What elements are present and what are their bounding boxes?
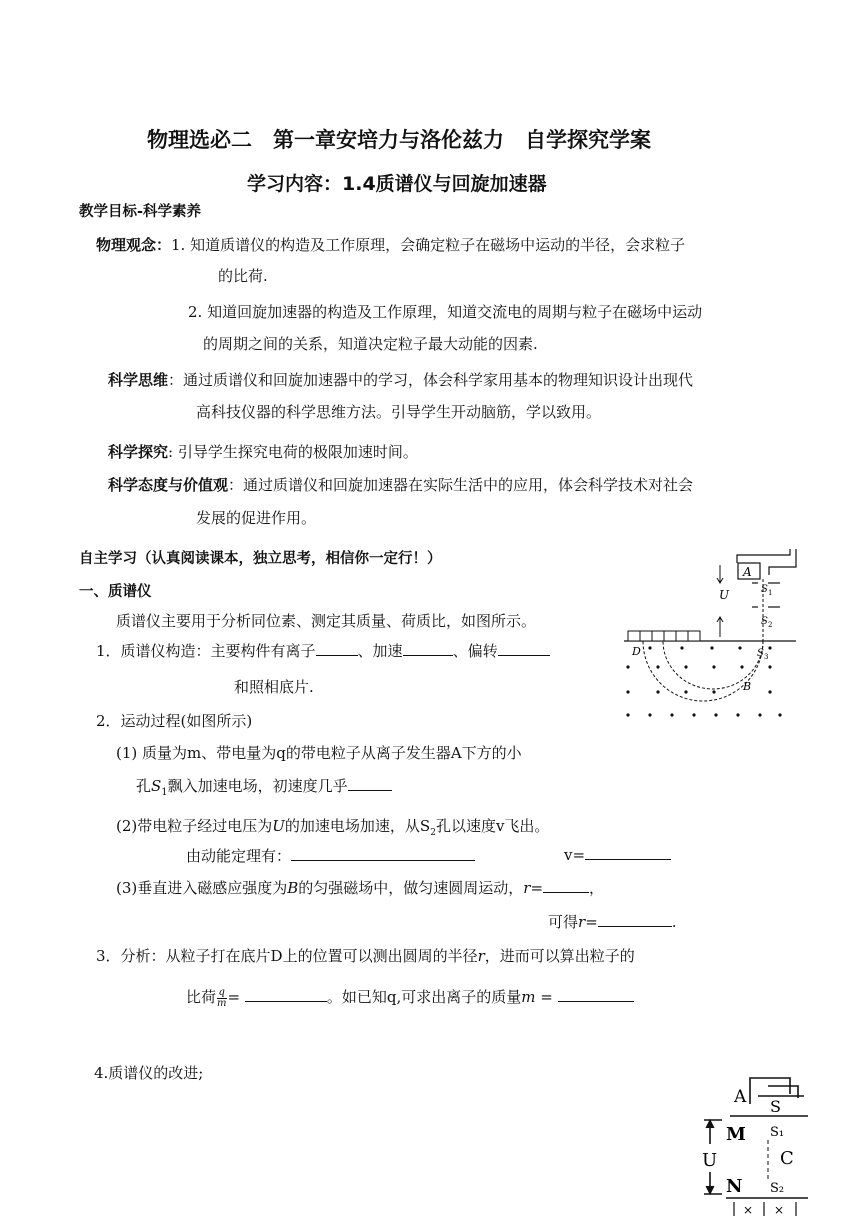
question-2-3: (3)垂直进入磁感应强度为B的匀强磁场中，做匀速圆周运动，r= ， (116, 879, 605, 897)
answer-blank[interactable] (598, 912, 672, 927)
attitude-label: 科学态度与价值观 (108, 476, 229, 494)
question-1: 1．质谱仪构造：主要构件有离子 、加速 、偏转 (96, 640, 550, 661)
svg-text:3: 3 (764, 653, 769, 661)
question-4: 4.质谱仪的改进; (94, 1064, 204, 1082)
label-u: U (702, 1150, 718, 1171)
page-title: 物理选必二 第一章安培力与洛伦兹力 自学探究学案 (147, 128, 651, 152)
answer-blank[interactable] (558, 987, 634, 1002)
answer-blank[interactable] (543, 878, 589, 893)
field-x-mark: × (774, 1203, 785, 1216)
physics-concept-item2: 2. 知道回旋加速器的构造及工作原理，知道交流电的周期与粒子在磁场中运动 (188, 303, 703, 321)
scientific-thinking-label: 科学思维 (108, 371, 169, 389)
section1-intro: 质谱仪主要用于分析同位素、测定其质量、荷质比，如图所示。 (116, 612, 537, 630)
label-s1: S₁ (770, 1125, 785, 1140)
answer-blank[interactable] (403, 641, 453, 656)
physics-concept-item1: 1. 知道质谱仪的构造及工作原理，会确定粒子在磁场中运动的半径，会求粒子 (171, 236, 686, 254)
label-b: B (743, 680, 752, 693)
label-s1: S (761, 584, 768, 595)
svg-text:2: 2 (768, 621, 773, 629)
label-u: U (719, 588, 730, 602)
answer-blank[interactable] (245, 987, 327, 1002)
question-2-2-velocity: v= (564, 845, 671, 864)
question-2: 2．运动过程(如图所示) (96, 712, 253, 730)
physics-concept-label: 物理观念： (96, 236, 172, 254)
question-3: 3．分析：从粒子打在底片D上的位置可以测出圆周的半径r，进而可以算出粒子的 (96, 947, 635, 965)
attitude-line1: 科学态度与价值观：通过质谱仪和回旋加速器在实际生活中的应用，体会科学技术对社会 (108, 476, 694, 494)
physics-concept-line1 (96, 234, 685, 255)
label-s2: S₂ (770, 1181, 785, 1196)
label-n: N (726, 1176, 743, 1197)
answer-blank[interactable] (291, 846, 475, 861)
label-s: S (770, 1097, 781, 1116)
label-a: A (743, 565, 752, 579)
question-2-1-line1: (1) 质量为m、带电量为q的带电粒子从离子发生器A下方的小 (116, 744, 522, 762)
label-s3: S (757, 648, 764, 659)
scientific-thinking-line2: 高科技仪器的科学思维方法。引导学生开动脑筋，学以致用。 (196, 403, 602, 421)
answer-blank[interactable] (585, 845, 671, 860)
scientific-thinking-line1: 科学思维：通过质谱仪和回旋加速器中的学习，体会科学家用基本的物理知识设计出现代 (108, 371, 694, 389)
self-study-heading: 自主学习（认真阅读课本，独立思考，相信你一定行！） (79, 551, 442, 567)
physics-concept-item2-cont: 的周期之间的关系，知道决定粒子最大动能的因素. (203, 335, 538, 353)
answer-blank[interactable] (498, 641, 550, 656)
physics-concept-item1-cont: 的比荷. (218, 267, 268, 285)
question-1-cont: 和照相底片. (234, 678, 314, 696)
label-a: A (734, 1087, 747, 1107)
svg-text:1: 1 (768, 589, 773, 597)
label-c: C (780, 1148, 794, 1169)
charge-mass-fraction: $\frac{q}{m}$ (217, 986, 227, 1009)
label-s2: S (761, 616, 768, 627)
objectives-heading: 教学目标-科学素养 (79, 204, 202, 220)
answer-blank[interactable] (316, 641, 358, 656)
scientific-inquiry: 科学探究: 引导学生探究电荷的极限加速时间。 (108, 443, 418, 461)
scientific-inquiry-label: 科学探究 (108, 443, 169, 461)
field-x-mark: × (743, 1203, 754, 1216)
question-2-2: (2)带电粒子经过电压为U的加速电场加速，从$S_2$孔以速度v飞出。 (116, 817, 550, 838)
question-2-2-energy: 由动能定理有： (186, 845, 475, 866)
label-m: M (726, 1124, 746, 1145)
attitude-line2: 发展的促进作用。 (196, 509, 317, 527)
answer-blank[interactable] (348, 776, 392, 791)
section1-title: 一、质谱仪 (79, 584, 152, 600)
label-d: D (632, 645, 641, 658)
page-subtitle: 学习内容：1.4质谱仪与回旋加速器 (247, 173, 547, 195)
improved-spectrometer-figure (698, 1074, 810, 1216)
mass-spectrometer-figure (620, 545, 800, 725)
question-2-1-line2: 孔$S_1$飘入加速电场，初速度几乎 (136, 775, 392, 798)
question-3-cont: 比荷 $\frac{q}{m}$ = 。如已知q,可求出离子的质量m = (186, 986, 634, 1009)
question-2-3-result: 可得r= . (548, 913, 677, 931)
